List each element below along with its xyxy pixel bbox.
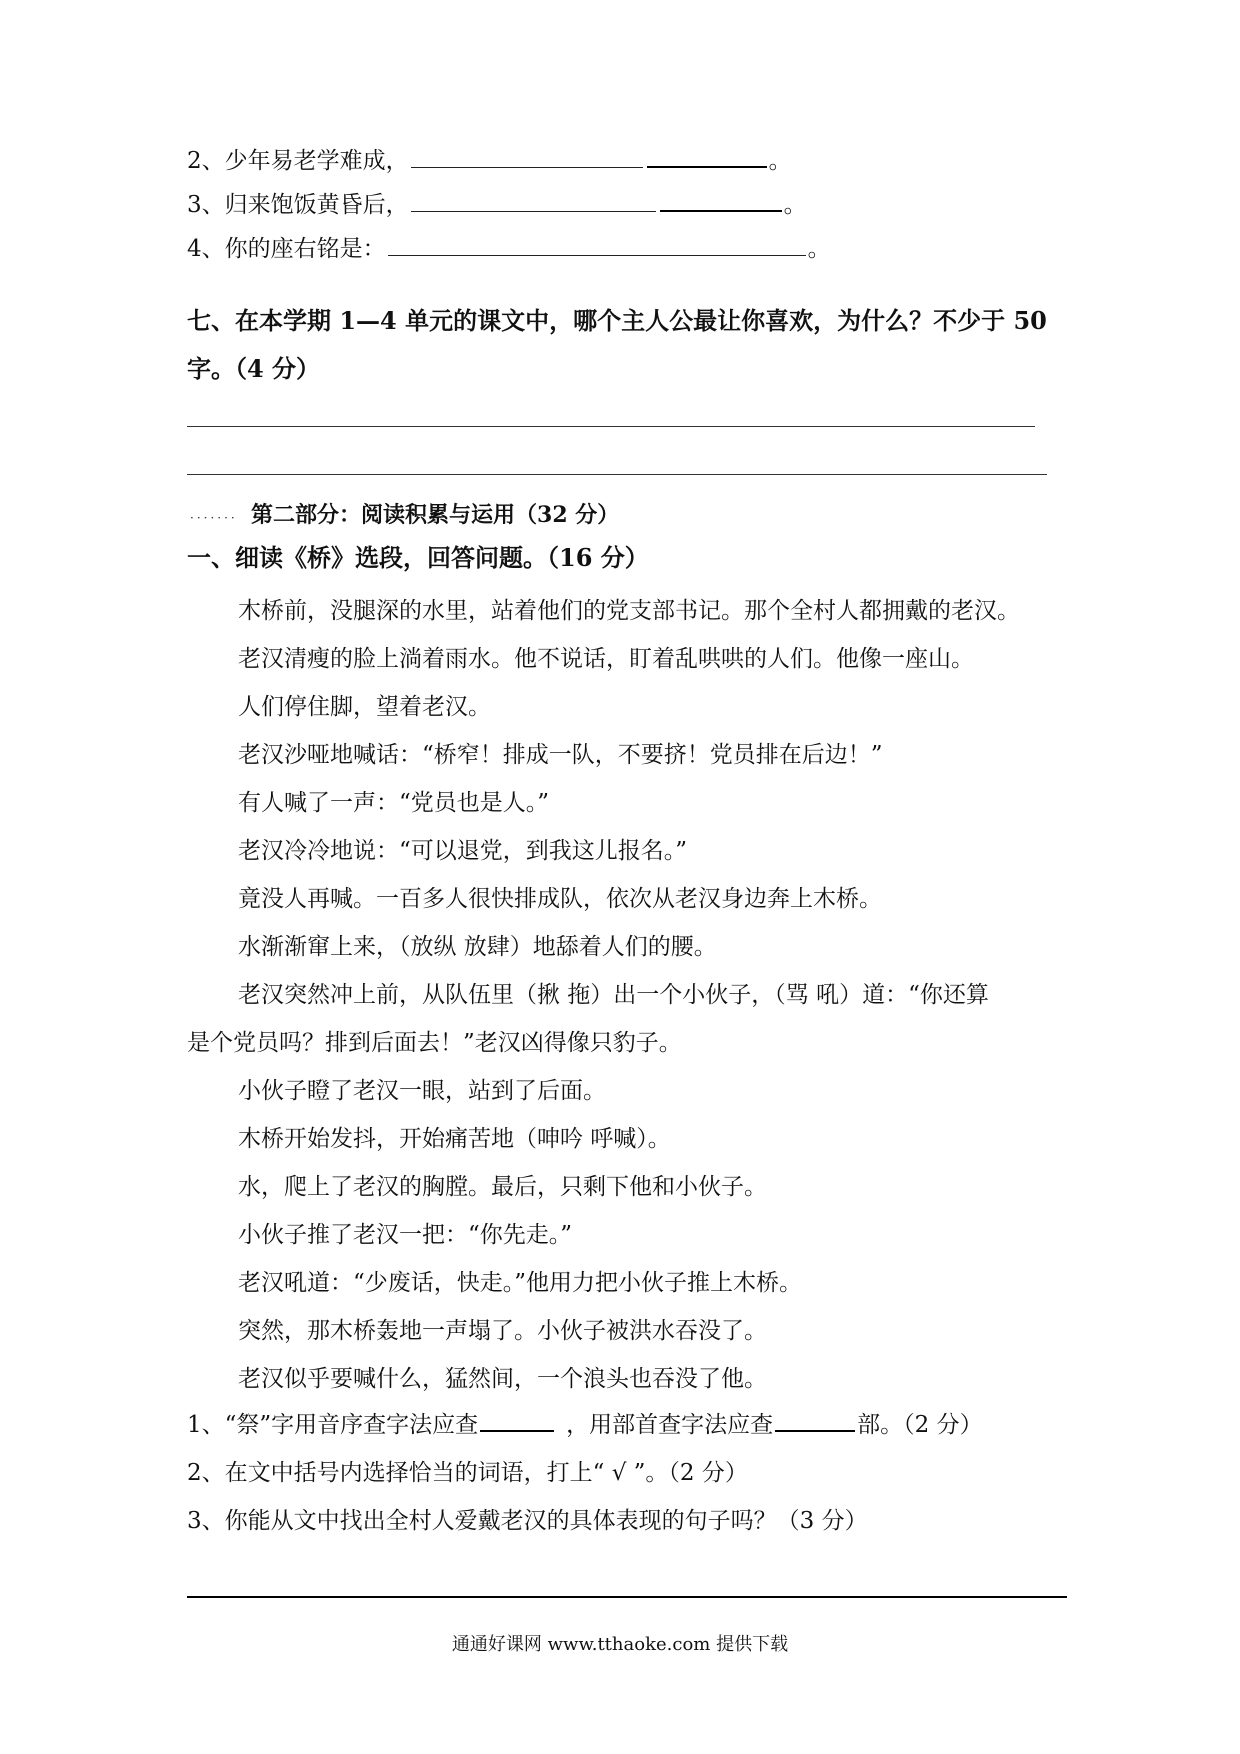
question-2: 2、在文中括号内选择恰当的词语，打上“ √ ”。（2 分） [187, 1460, 748, 1486]
answer-blank[interactable] [660, 190, 782, 212]
passage-paragraph: 小伙子瞪了老汉一眼，站到了后面。 [238, 1078, 606, 1104]
fill-item-2: 2、少年易老学难成， 。 [187, 148, 792, 174]
passage-paragraph: 老汉清瘦的脸上淌着雨水。他不说话，盯着乱哄哄的人们。他像一座山。 [238, 646, 974, 672]
passage-paragraph: 木桥开始发抖，开始痛苦地（呻吟 呼喊）。 [238, 1126, 671, 1152]
writing-line[interactable] [187, 474, 1047, 475]
part2-title: 第二部分：阅读积累与运用（32 分） [251, 502, 620, 528]
answer-blank[interactable] [647, 146, 767, 168]
answer-blank[interactable] [411, 147, 643, 168]
passage-paragraph: 老汉似乎要喊什么，猛然间，一个浪头也吞没了他。 [238, 1366, 767, 1392]
question-3: 3、你能从文中找出全村人爱戴老汉的具体表现的句子吗？（3 分） [187, 1508, 868, 1534]
passage-paragraph: 老汉突然冲上前，从队伍里（揪 拖）出一个小伙子，（骂 吼）道：“你还算 [238, 982, 989, 1008]
passage-paragraph: 小伙子推了老汉一把：“你先走。” [238, 1222, 573, 1248]
leader-dots: ······· [190, 511, 238, 525]
passage-paragraph: 竟没人再喊。一百多人很快排成队，依次从老汉身边奔上木桥。 [238, 886, 882, 912]
reading-heading: 一、细读《桥》选段，回答问题。（16 分） [187, 543, 649, 572]
passage-paragraph: 突然，那木桥轰地一声塌了。小伙子被洪水吞没了。 [238, 1318, 767, 1344]
passage-paragraph: 水，爬上了老汉的胸膛。最后，只剩下他和小伙子。 [238, 1174, 767, 1200]
part2-title-row [190, 500, 619, 533]
fill-item-3: 3、归来饱饭黄昏后， 。 [187, 192, 807, 218]
footer-text: 通通好课网 www.tthaoke.com 提供下载 [451, 1634, 789, 1655]
passage-paragraph: 老汉沙哑地喊话：“桥窄！排成一队，不要挤！党员排在后边！” [238, 742, 883, 768]
fill-item-4: 4、你的座右铭是： 。 [187, 236, 831, 262]
passage-paragraph: 水渐渐窜上来，（放纵 放肆）地舔着人们的腰。 [238, 934, 717, 960]
fill-item-prefix: 2、少年易老学难成， [187, 148, 409, 174]
passage-paragraph: 木桥前，没腿深的水里，站着他们的党支部书记。那个全村人都拥戴的老汉。 [238, 598, 1020, 624]
passage-paragraph: 老汉吼道：“少废话，快走。”他用力把小伙子推上木桥。 [238, 1270, 803, 1296]
section7-heading-line1: 七、在本学期 1—4 单元的课文中，哪个主人公最让你喜欢，为什么？不少于 50 [187, 306, 1047, 335]
fill-item-prefix: 4、你的座右铭是： [187, 236, 386, 262]
passage-paragraph: 有人喊了一声：“党员也是人。” [238, 790, 550, 816]
answer-blank[interactable] [411, 191, 656, 212]
answer-blank[interactable] [775, 1410, 855, 1432]
question-1: 1、“祭”字用音序查字法应查 ，用部首查字法应查 部。（2 分） [187, 1412, 983, 1438]
fill-item-prefix: 3、归来饱饭黄昏后， [187, 192, 409, 218]
footer-rule [187, 1596, 1067, 1598]
writing-line[interactable] [187, 426, 1035, 427]
answer-blank[interactable] [480, 1410, 554, 1432]
passage-paragraph-continuation: 是个党员吗？排到后面去！”老汉凶得像只豹子。 [187, 1030, 682, 1056]
answer-blank[interactable] [388, 235, 806, 256]
section7-heading-line2: 字。（4 分） [187, 354, 321, 383]
passage-paragraph: 人们停住脚，望着老汉。 [238, 694, 491, 720]
passage-paragraph: 老汉冷冷地说：“可以退党，到我这儿报名。” [238, 838, 688, 864]
